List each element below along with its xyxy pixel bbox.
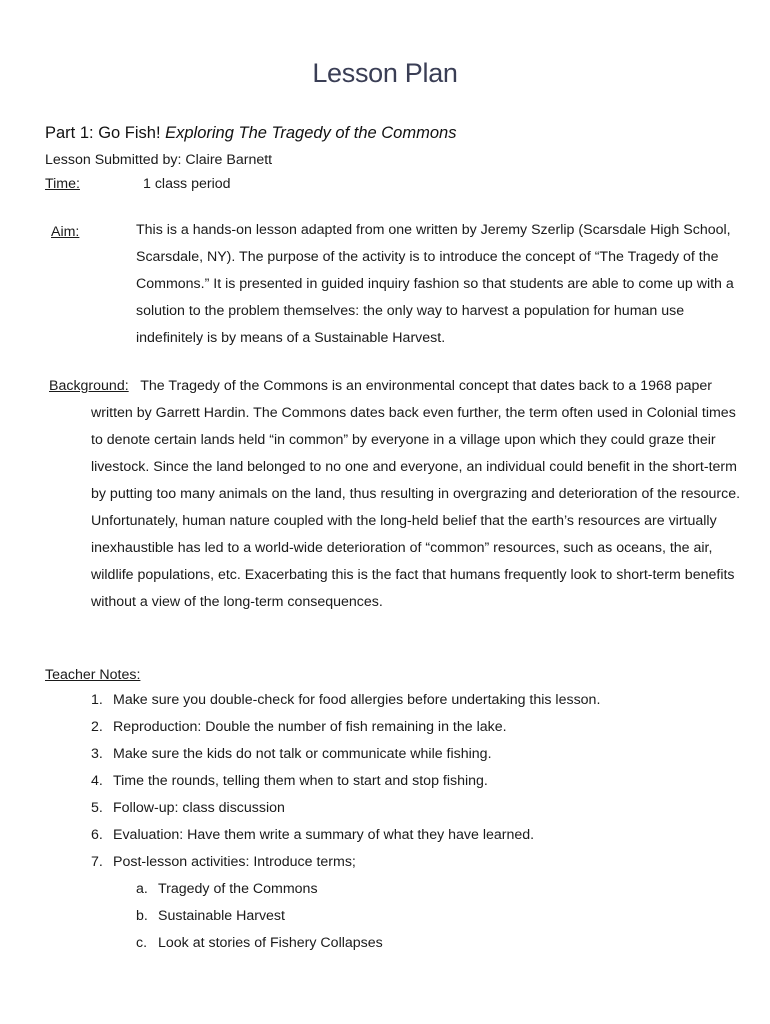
list-item-number: 3. bbox=[91, 746, 103, 762]
part-heading-subtitle: Exploring The Tragedy of the Commons bbox=[165, 124, 457, 142]
list-item-number: 5. bbox=[91, 800, 103, 816]
part-heading bbox=[45, 124, 456, 143]
list-item-text: Follow-up: class discussion bbox=[113, 800, 285, 816]
list-item bbox=[91, 768, 731, 795]
list-item-number: 1. bbox=[91, 692, 103, 708]
list-item-number: 6. bbox=[91, 827, 103, 843]
list-item-text: Evaluation: Have them write a summary of what they have learned. bbox=[113, 827, 535, 843]
sub-list-item bbox=[136, 903, 731, 930]
page-title: Lesson Plan bbox=[312, 58, 458, 88]
background-section bbox=[49, 373, 741, 616]
list-item bbox=[91, 714, 731, 741]
teacher-notes-list bbox=[91, 687, 731, 957]
list-item bbox=[91, 795, 731, 822]
sub-list-item bbox=[136, 930, 731, 957]
aim-paragraph: This is a hands-on lesson adapted from one written by Jeremy Szerlip (Scarsdale High School, Scarsdale, NY). The purpose of the activity is to introduce the concept of “The Tragedy of the Commons.” It is presented in guided inquiry fashion so that students are able to come up with a solution to the problem themselves: the only way to harvest a population for human use indefinitely is by means of a Sustainable Harvest. bbox=[136, 222, 734, 346]
list-item-number: 2. bbox=[91, 719, 103, 735]
sub-list-item bbox=[136, 876, 731, 903]
sub-list-item-letter: a. bbox=[136, 881, 148, 897]
list-item bbox=[91, 687, 731, 714]
list-item bbox=[91, 822, 731, 849]
sub-list-item-letter: c. bbox=[136, 935, 148, 951]
part-heading-prefix: Part 1: Go Fish! bbox=[45, 124, 166, 142]
background-paragraph: The Tragedy of the Commons is an environmental concept that dates back to a 1968 paper written by Garrett Hardin. The Commons dates back even further, the term often used in Colonial times to denote certain lands held “in common” by everyone in a village upon which they could graze their livestock. Since the land belonged to no one and everyone, an individual could benefit in the short-term by putting too many animals on the land, thus resulting in overgrazing and deterioration of the resource. Unfortunately, human nature coupled with the long-held belief that the earth’s resources are virtually inexhaustible has led to a world-wide deterioration of “common” resources, such as oceans, the air, wildlife populations, etc. Exacerbating this is the fact that humans frequently look to short-term benefits without a view of the long-term consequences. bbox=[91, 378, 741, 610]
post-lesson-terms-list bbox=[136, 876, 731, 957]
time-label: Time: bbox=[45, 176, 80, 192]
background-label: Background: bbox=[49, 378, 129, 394]
list-item-number: 7. bbox=[91, 854, 103, 870]
list-item-text: Make sure the kids do not talk or communicate while fishing. bbox=[113, 746, 492, 762]
list-item-number: 4. bbox=[91, 773, 103, 789]
sub-list-item-text: Sustainable Harvest bbox=[158, 908, 285, 924]
sub-list-item-text: Tragedy of the Commons bbox=[158, 881, 318, 897]
sub-list-item-letter: b. bbox=[136, 908, 148, 924]
list-item-text: Time the rounds, telling them when to start and stop fishing. bbox=[113, 773, 488, 789]
list-item-text: Make sure you double-check for food allergies before undertaking this lesson. bbox=[113, 692, 601, 708]
aim-label: Aim: bbox=[51, 224, 80, 240]
list-item-text: Reproduction: Double the number of fish remaining in the lake. bbox=[113, 719, 507, 735]
submitted-by: Lesson Submitted by: Claire Barnett bbox=[45, 152, 273, 168]
time-value: 1 class period bbox=[143, 176, 231, 192]
sub-list-item-text: Look at stories of Fishery Collapses bbox=[158, 935, 383, 951]
teacher-notes-label: Teacher Notes: bbox=[45, 667, 141, 683]
list-item bbox=[91, 849, 731, 957]
list-item bbox=[91, 741, 731, 768]
list-item-text: Post-lesson activities: Introduce terms; bbox=[113, 854, 356, 870]
